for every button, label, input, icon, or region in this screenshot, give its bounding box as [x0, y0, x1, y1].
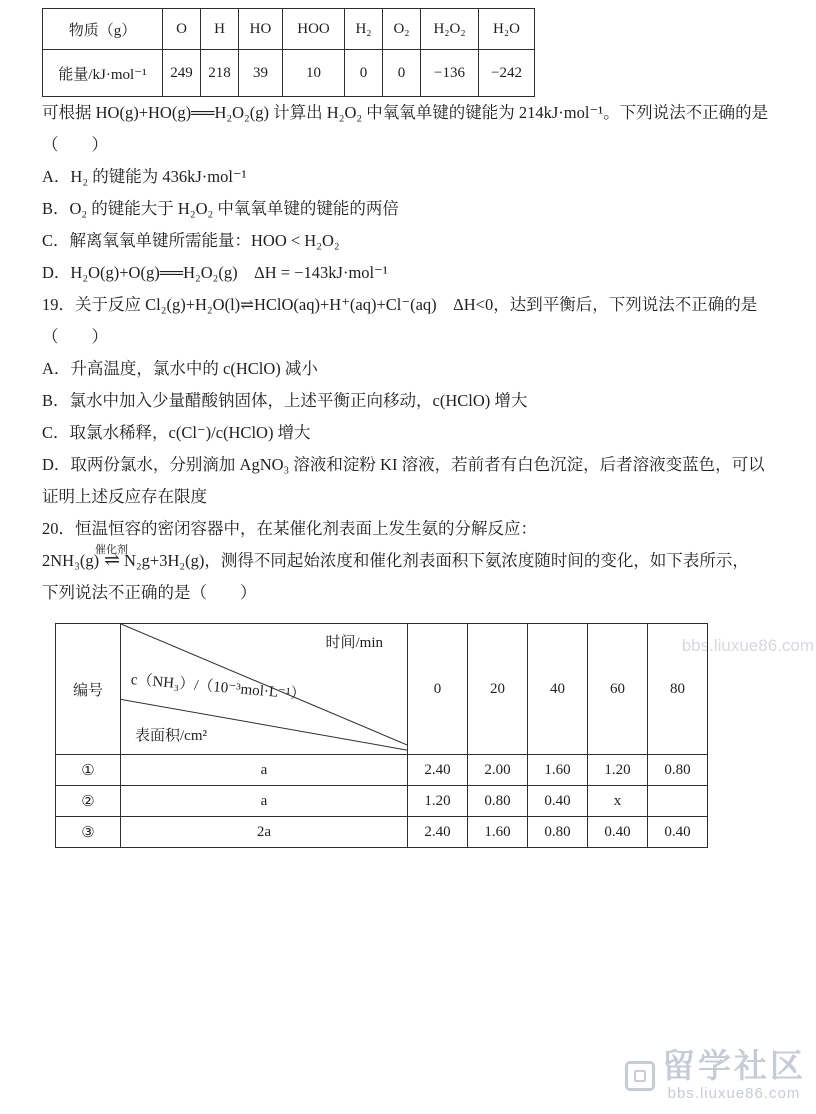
watermark-brand: 留学社区	[662, 1049, 806, 1085]
header-H2: H₂	[345, 9, 383, 50]
header-H: H	[201, 9, 239, 50]
q20-intro: 20．恒温恒容的密闭容器中，在某催化剂表面上发生氨的分解反应：	[42, 519, 537, 538]
q18-option-a: A．H₂ 的键能为 436kJ·mol⁻¹	[42, 167, 247, 186]
q18-option-b: B．O₂ 的键能大于 H₂O₂ 中氧氧单键的键能的两倍	[42, 199, 399, 218]
cell-value: 2.40	[408, 817, 468, 848]
energy-value: 39	[239, 50, 283, 97]
q20-eq-right: N₂g+3H₂(g)，测得不同起始浓度和催化剂表面积下氨浓度随时间的变化，如下表所示，	[124, 551, 749, 570]
watermark-url: bbs.liuxue86.com	[667, 1085, 801, 1102]
diagonal-header-cell	[121, 624, 408, 755]
table-row	[56, 817, 708, 848]
watermark-url-mid: bbs.liuxue86.com	[681, 636, 814, 655]
row-id: ①	[56, 755, 121, 786]
energy-value: −136	[421, 50, 479, 97]
table-header-row	[56, 624, 708, 755]
q18-option-c: C．解离氧氧单键所需能量：HOO < H₂O₂	[42, 231, 340, 250]
table-row	[56, 786, 708, 817]
cell-value: 2.00	[468, 755, 528, 786]
q20-eq-left: 2NH₃(g)	[42, 551, 100, 570]
cell-value: 1.60	[528, 755, 588, 786]
energy-value: 0	[383, 50, 421, 97]
cell-value: 0.40	[588, 817, 648, 848]
energy-value: 10	[283, 50, 345, 97]
diag-label-time: 时间/min	[325, 635, 383, 651]
cell-value: 0.40	[648, 817, 708, 848]
energy-value: 218	[201, 50, 239, 97]
q18-option-d: D．H₂O(g)+O(g)══H₂O₂(g) ΔH = −143kJ·mol⁻¹	[42, 263, 388, 282]
time-col: 40	[528, 624, 588, 755]
cell-value: 0.80	[528, 817, 588, 848]
row-label-energy: 能量/kJ·mol⁻¹	[43, 50, 163, 97]
cell-value	[648, 786, 708, 817]
time-col: 20	[468, 624, 528, 755]
table-row	[43, 50, 535, 97]
cell-value: 1.20	[588, 755, 648, 786]
cell-value: 0.80	[468, 786, 528, 817]
cell-value: 0.80	[648, 755, 708, 786]
q18-answer-blank: （ ）	[42, 135, 108, 154]
row-area: a	[121, 755, 408, 786]
time-col: 0	[408, 624, 468, 755]
equilibrium-arrow	[95, 544, 129, 577]
bond-energy-table	[42, 8, 535, 97]
diag-label-surface-area: 表面积/cm²	[135, 728, 207, 744]
cell-value: x	[588, 786, 648, 817]
header-substance: 物质（g）	[43, 9, 163, 50]
header-O: O	[163, 9, 201, 50]
header-id: 编号	[56, 624, 121, 755]
diag-label-concentration: c（NH₃）/（10⁻³mol·L⁻¹）	[130, 672, 306, 704]
cell-value: 1.60	[468, 817, 528, 848]
q19-option-b: B．氯水中加入少量醋酸钠固体，上述平衡正向移动，c(HClO) 增大	[42, 391, 528, 410]
header-HO: HO	[239, 9, 283, 50]
cell-value: 0.40	[528, 786, 588, 817]
q18-intro: 可根据 HO(g)+HO(g)══H₂O₂(g) 计算出 H₂O₂ 中氧氧单键的键能为 214kJ·mol⁻¹。下列说法不正确的是	[42, 103, 769, 122]
cell-value: 2.40	[408, 755, 468, 786]
row-id: ②	[56, 786, 121, 817]
q19-option-c: C．取氯水稀释，c(Cl⁻)/c(HClO) 增大	[42, 423, 311, 442]
energy-value: −242	[479, 50, 535, 97]
time-col: 80	[648, 624, 708, 755]
catalyst-label: 催化剂	[95, 544, 129, 556]
cell-value: 1.20	[408, 786, 468, 817]
q19-option-d: D．取两份氯水，分别滴加 AgNO₃ 溶液和淀粉 KI 溶液，若前者有白色沉淀，后者溶液变蓝色，可以证明上述反应存在限度	[42, 455, 765, 506]
row-id: ③	[56, 817, 121, 848]
q20-tail: 下列说法不正确的是（ ）	[42, 583, 257, 602]
time-col: 60	[588, 624, 648, 755]
q19-option-a: A．升高温度，氯水中的 c(HClO) 减小	[42, 359, 318, 378]
header-HOO: HOO	[283, 9, 345, 50]
table-row	[43, 9, 535, 50]
energy-value: 0	[345, 50, 383, 97]
energy-value: 249	[163, 50, 201, 97]
row-area: a	[121, 786, 408, 817]
q20-equation	[42, 545, 774, 577]
header-H2O2: H₂O₂	[421, 9, 479, 50]
row-area: 2a	[121, 817, 408, 848]
table-row	[56, 755, 708, 786]
equilibrium-arrow-glyph: ⇌	[104, 550, 119, 571]
q19-stem: 19．关于反应 Cl₂(g)+H₂O(l)⇌HClO(aq)+H⁺(aq)+Cl⁻(aq) ΔH<0，达到平衡后，下列说法不正确的是（ ）	[42, 295, 758, 346]
nh3-concentration-table	[55, 623, 708, 848]
header-O2: O₂	[383, 9, 421, 50]
header-H2O: H₂O	[479, 9, 535, 50]
